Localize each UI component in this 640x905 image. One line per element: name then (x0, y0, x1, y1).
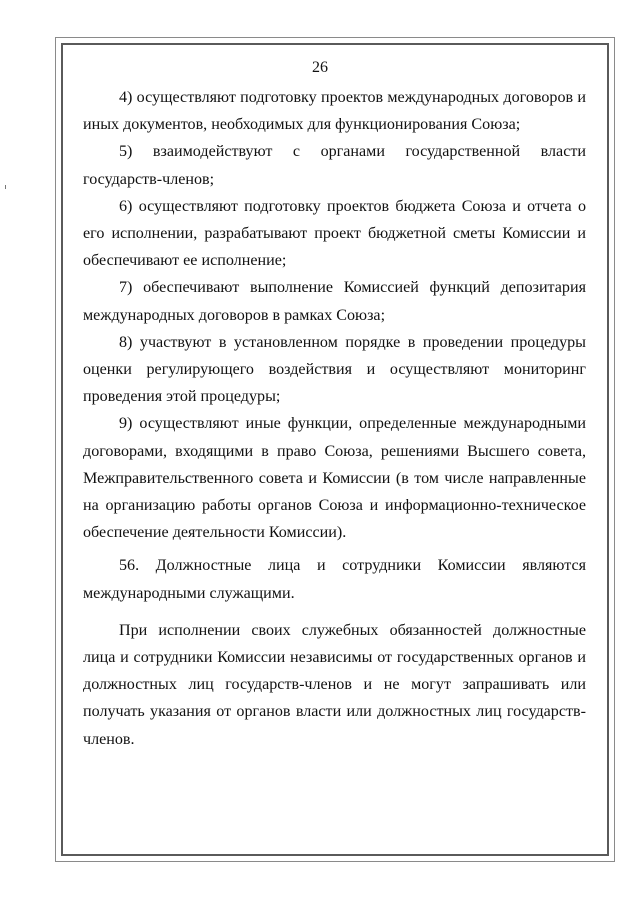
page-number: 26 (312, 59, 328, 76)
scan-artifact (5, 185, 6, 189)
paragraph-item-6: 6) осуществляют подготовку проектов бюджета Союза и отчета о его исполнении, разрабатывают проект бюджетной сметы Комиссии и обеспечивают ее исполнение; (83, 197, 586, 270)
paragraph-independence: При исполнении своих служебных обязанностей должностные лица и сотрудники Комиссии независимы от государственных органов и должностных лиц государств-членов и не могут запрашивать или получать указания от органов власти или должностных лиц государств-членов. (83, 621, 586, 748)
document-body (83, 84, 586, 753)
paragraph-item-4: 4) осуществляют подготовку проектов международных договоров и иных документов, необходимых для функционирования Союза; (83, 89, 586, 134)
paragraph-item-9: 9) осуществляют иные функции, определенные международными договорами, входящими в право Союза, решениями Высшего совета, Межправительственного совета и Комиссии (в том числе направленные на организацию работы органов Союза и информационно-техническое обеспечение деятельности Комиссии). (83, 415, 586, 542)
paragraph-item-7: 7) обеспечивают выполнение Комиссией функций депозитария международных договоров в рамках Союза; (83, 279, 586, 324)
paragraph-clause-56: 56. Должностные лица и сотрудники Комиссии являются международными служащими. (83, 557, 586, 602)
paragraph-item-8: 8) участвуют в установленном порядке в проведении процедуры оценки регулирующего воздействия и осуществляют мониторинг проведения этой процедуры; (83, 333, 586, 406)
paragraph-item-5: 5) взаимодействуют с органами государственной власти государств-членов; (83, 143, 586, 188)
